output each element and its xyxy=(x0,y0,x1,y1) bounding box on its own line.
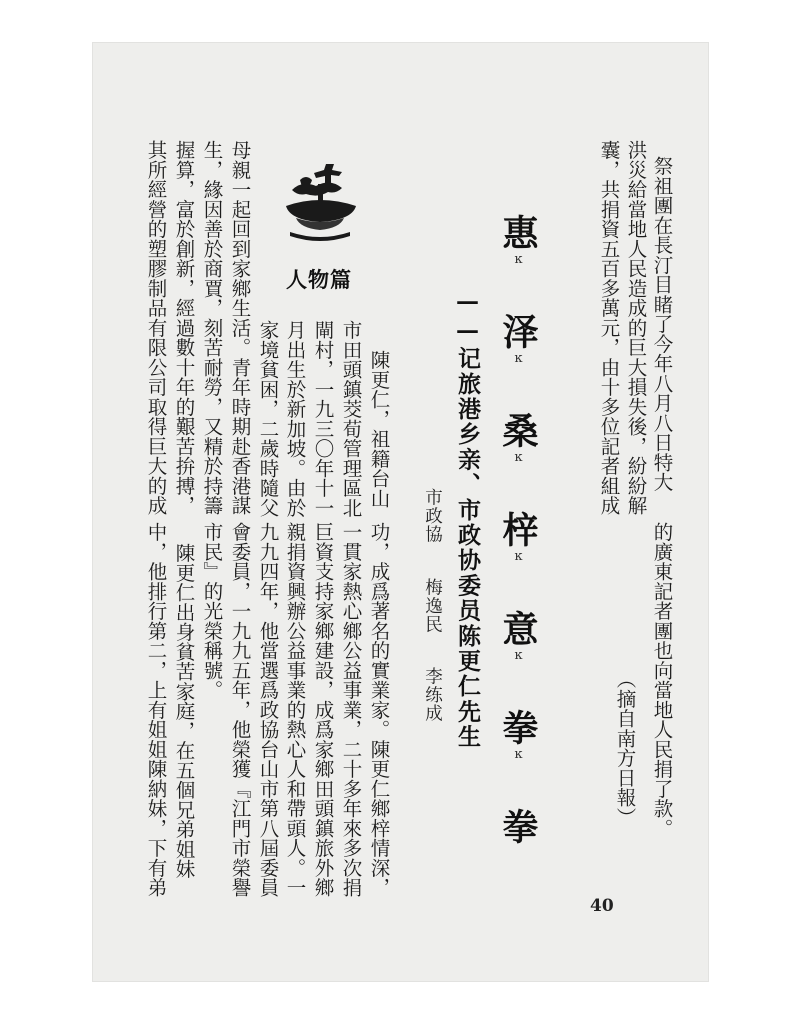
section-title: 人物篇 xyxy=(286,267,352,292)
body-bottom-line-2: 陳更仁出身貧苦家庭，在五個兄弟姐妹 xyxy=(172,543,196,879)
article-top-line-4: 的廣東記者團也向當地人民捐了款。 xyxy=(650,522,674,838)
title-char-6: 拳 xyxy=(497,709,539,747)
body-bottom-line-8: 一貫家熱心鄉公益事業，二十多年來多次捐 xyxy=(339,522,363,898)
byline-author-2: 李练成 xyxy=(422,667,443,723)
title-separator: ĸ xyxy=(511,549,526,566)
title-char-4: 梓 xyxy=(497,511,539,549)
body-top-line-9: 其所經營的塑膠制品有限公司取得巨大的成 xyxy=(144,140,168,516)
article-title xyxy=(497,214,539,846)
title-separator: ĸ xyxy=(511,252,526,269)
title-separator: ĸ xyxy=(511,648,526,665)
article-top-line-1: 祭祖團在長汀目睹了今年八月八日特大 xyxy=(650,156,674,492)
body-top-line-3: 閘村，一九三〇年十一 xyxy=(311,320,335,518)
body-bottom-line-6: 親捐資興辦公益事業的熱心人和帶頭人。一 xyxy=(283,522,307,898)
body-top-line-4: 月出生於新加坡。由於 xyxy=(283,320,307,518)
title-separator: ĸ xyxy=(511,450,526,467)
article-top-line-2: 洪災給當地人民造成的巨大損失後，紛紛解 xyxy=(624,140,648,516)
body-bottom-line-9: 功，成爲著名的實業家。陳更仁鄉梓情深， xyxy=(367,522,391,898)
byline-author-1: 梅逸民 xyxy=(422,578,443,634)
body-top-line-1: 陳更仁，祖籍台山 xyxy=(367,350,391,508)
title-char-7: 拳 xyxy=(497,808,539,846)
body-top-line-5: 家境貧困，二歲時隨父 xyxy=(256,320,280,518)
article-subtitle: ——记旅港乡亲、市政协委员陈更仁先生 xyxy=(454,288,481,750)
body-top-line-7: 生，緣因善於商賈，刻苦耐勞，又精於持籌 xyxy=(200,140,224,516)
article-top-line-3: 囊，共捐資五百多萬元，由十多位記者組成 xyxy=(597,140,621,516)
page-number: 40 xyxy=(590,896,614,916)
title-char-2: 泽 xyxy=(497,313,539,351)
body-bottom-line-7: 巨資支持家鄉建設，成爲家鄉田頭鎮旅外鄉 xyxy=(311,522,335,898)
title-char-1: 惠 xyxy=(497,214,539,252)
byline-org: 市政協 xyxy=(422,488,443,544)
body-bottom-line-1: 中，他排行第二，上有姐姐陳納妹，下有弟 xyxy=(144,522,168,898)
body-top-line-2: 市田頭鎮茭荀管理區北 xyxy=(339,320,363,518)
body-bottom-line-4: 會委員，一九九五年，他榮獲『江門市榮譽 xyxy=(228,522,252,898)
title-separator: ĸ xyxy=(511,747,526,764)
body-top-line-8: 握算，富於創新，經過數十年的艱苦拚搏， xyxy=(172,140,196,516)
article-source-note: （摘自南方日報） xyxy=(613,669,637,827)
body-bottom-line-5: 九九四年，他當選爲政協台山市第八屆委員 xyxy=(256,522,280,898)
title-char-5: 意 xyxy=(497,610,539,648)
body-top-line-6: 母親一起回到家鄉生活。青年時期赴香港謀 xyxy=(228,140,252,516)
body-bottom-line-3: 市民』的光榮稱號。 xyxy=(200,522,224,700)
section-emblem-icon xyxy=(278,160,362,250)
title-char-3: 桑 xyxy=(497,412,539,450)
title-separator: ĸ xyxy=(511,351,526,368)
